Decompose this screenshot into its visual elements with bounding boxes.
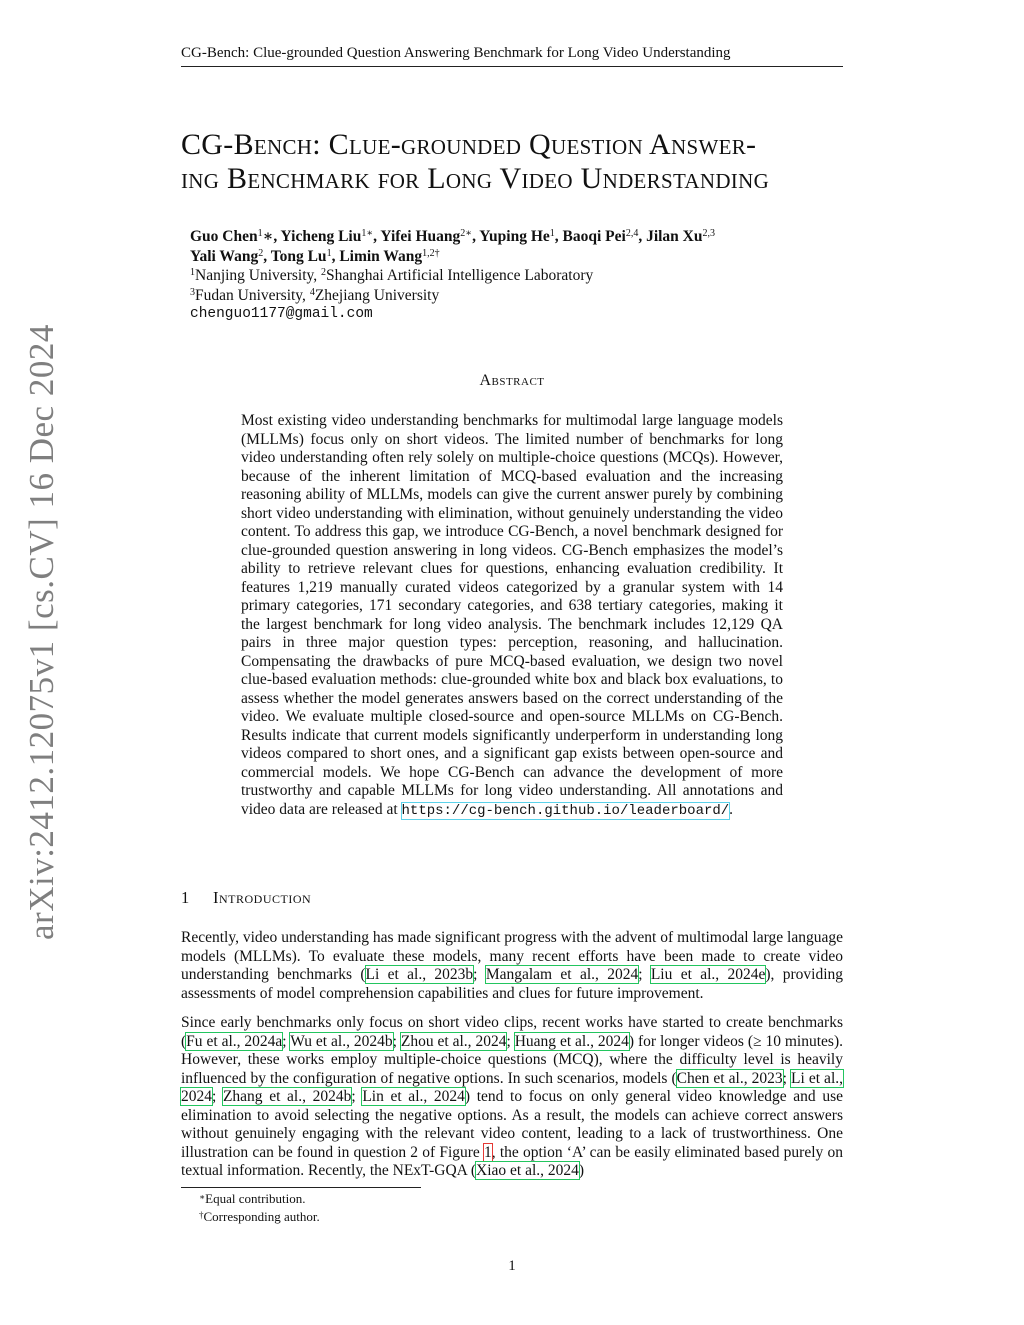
footnote-mark: ∗: [199, 1192, 206, 1202]
para-text: ;: [638, 966, 651, 983]
citation-link[interactable]: Wu et al., 2024b: [290, 1032, 393, 1050]
arxiv-identifier-stamp: arXiv:2412.12075v1 [cs.CV] 16 Dec 2024: [22, 324, 61, 940]
para-text: ), providing assessments of model comprehension capabilities and clues for future improvement.: [181, 966, 843, 1002]
title-line-2: ing Benchmark for Long Video Understanding: [181, 162, 770, 195]
author-sep: ,: [472, 228, 480, 245]
leaderboard-link[interactable]: https://cg-bench.github.io/leaderboard/: [401, 802, 730, 819]
intro-paragraph-2: [181, 1014, 843, 1181]
affiliation-sup: 2: [321, 267, 326, 278]
abstract-tail: .: [729, 800, 734, 818]
figure-reference-link[interactable]: 1: [484, 1143, 492, 1161]
citation-link[interactable]: Chen et al., 2023: [676, 1069, 783, 1087]
citation-link[interactable]: Huang et al., 2024: [514, 1032, 629, 1050]
citation-link[interactable]: Li et al., 2024: [181, 1069, 843, 1105]
author-sep: ∗,: [262, 228, 281, 245]
footnote-rule: [181, 1187, 421, 1188]
author-sep: ,: [638, 228, 647, 245]
para-text: ;: [282, 1032, 291, 1050]
author-sup: 1: [326, 247, 332, 259]
affiliation-sup: 4: [309, 286, 315, 298]
author-line-2: [190, 247, 830, 267]
author-name: Yuping He: [479, 228, 550, 245]
author-sep: ,: [554, 228, 563, 245]
citation-link[interactable]: Fu et al., 2024a: [186, 1032, 283, 1050]
affiliation-sup: 3: [190, 286, 195, 298]
author-name: Tong Lu: [270, 247, 327, 265]
author-sep: ,: [331, 247, 340, 265]
citation-link[interactable]: Zhou et al., 2024: [400, 1032, 507, 1050]
author-sup: 1: [257, 228, 263, 239]
para-text: ;: [392, 1032, 401, 1050]
affiliation-text: Fudan University,: [195, 286, 310, 304]
para-text: , the option ‘A’ can be easily eliminated based purely on textual information. Recently, the NExT-GQA (: [181, 1143, 843, 1179]
para-text: ;: [212, 1088, 223, 1105]
affiliation-text: Zhejiang University: [314, 286, 440, 304]
page-number: 1: [508, 1258, 516, 1274]
footnote-mark: †: [199, 1210, 204, 1220]
footnote-text: Equal contribution.: [205, 1191, 306, 1206]
para-text: ): [578, 1162, 585, 1179]
footnote-text: Corresponding author.: [203, 1209, 320, 1224]
author-name: Jilan Xu: [646, 228, 703, 245]
affiliation-line-2: [190, 286, 830, 306]
author-sup: 1∗: [361, 228, 374, 239]
citation-link[interactable]: Li et al., 2023b: [365, 966, 474, 983]
author-name: Guo Chen: [190, 228, 258, 245]
title-line-1: CG-Bench: Clue-grounded Question Answer-: [181, 128, 757, 161]
affiliation-sup: 1: [190, 267, 195, 278]
author-name: Yali Wang: [190, 247, 259, 265]
para-text: ) for longer videos (≥ 10 minutes). However, these works employ multiple-choice questions (MCQ), where the difficulty level is heavily influenced by the configuration of negative options. In such scenarios, models (: [181, 1032, 843, 1087]
abstract-text: Most existing video understanding benchmarks for multimodal large language models (MLLMs) focus only on short videos. The limited number of benchmarks for long video understanding often rely solely on multiple-choice questions (MCQs). However, because of the inherent limitation of MCQ-based evaluation and the increasing reasoning ability of MLLMs, models can give the current answer purely by combining short video understanding with elimination, without genuinely understanding the video content. To address this gap, we introduce CG-Bench, a novel benchmark designed for clue-grounded question answering in long videos. CG-Bench emphasizes the model’s ability to retrieve relevant clues for questions, enhancing evaluation credibility. It features 1,219 manually curated videos categorized by a granular system with 14 primary categories, 171 secondary categories, and 638 tertiary categories, making it the largest benchmark for long video analysis. The benchmark includes 12,129 QA pairs in three major question types: perception, reasoning, and hallucination. Compensating the drawbacks of pure MCQ-based evaluation, we design two novel clue-based evaluation methods: clue-grounded white box and black box evaluations, to assess whether the model generates answers based on the correct understanding of the video. We evaluate multiple closed-source and open-source MLLMs on CG-Bench. Results indicate that current models significantly underperform in understanding long videos compared to short ones, and a significant gap exists between open-source and commercial models. We hope CG-Bench can advance the development of more trustworthy and capable MLLMs for long video understanding. All annotations and video data are released at: [241, 412, 783, 818]
para-text: ;: [782, 1069, 791, 1087]
author-sup: 2: [258, 247, 264, 259]
para-text: ) tend to focus on only general video knowledge and use elimination to avoid selecting the negative options. As a result, the models can achieve correct answers without genuinely engaging with the relevant video content, leading to a lack of trustworthiness. One illustration can be found in question 2 of Figure: [181, 1088, 843, 1161]
citation-link[interactable]: Xiao et al., 2024: [476, 1162, 579, 1179]
abstract-body: [241, 412, 783, 820]
citation-link[interactable]: Zhang et al., 2024b: [222, 1088, 352, 1105]
citation-link[interactable]: Lin et al., 2024: [362, 1088, 465, 1105]
affiliation-text: Shanghai Artificial Intelligence Laboratory: [326, 267, 594, 284]
section-number: 1: [181, 888, 190, 907]
author-sup: 1,2†: [422, 247, 440, 259]
author-name: Baoqi Pei: [562, 228, 626, 245]
paper-title: [181, 128, 846, 196]
para-text: ;: [506, 1032, 515, 1050]
author-block: [190, 227, 830, 325]
author-sep: ,: [263, 247, 271, 265]
section-title: Introduction: [213, 888, 312, 907]
affiliation-text: Nanjing University,: [195, 267, 321, 284]
author-sup: 2,3: [702, 228, 715, 239]
author-sep: ,: [373, 228, 381, 245]
author-sup: 1: [549, 228, 555, 239]
affiliation-line-1: [190, 266, 830, 286]
author-line-1: [190, 227, 830, 247]
para-text: Since early benchmarks only focus on short video clips, recent works have started to create benchmarks (: [181, 1014, 843, 1050]
abstract-heading: Abstract: [479, 372, 545, 389]
section-heading-introduction: [181, 888, 311, 908]
para-text: Recently, video understanding has made significant progress with the advent of multimodal large language models (MLLMs). To evaluate these models, many recent efforts have been made to create video understanding benchmarks (: [181, 929, 843, 983]
contact-email: chenguo1177@gmail.com: [190, 306, 373, 322]
para-text: ;: [473, 966, 486, 983]
para-text: ;: [351, 1088, 363, 1105]
intro-paragraph-1: [181, 929, 843, 1003]
author-name: Limin Wang: [339, 247, 423, 265]
author-name: Yifei Huang: [380, 228, 461, 245]
footnote-equal-contribution: [199, 1191, 306, 1207]
citation-link[interactable]: Liu et al., 2024e: [650, 966, 766, 983]
author-sup: 2,4: [625, 228, 639, 239]
citation-link[interactable]: Mangalam et al., 2024: [485, 966, 639, 983]
author-name: Yicheng Liu: [280, 228, 362, 245]
footnote-corresponding-author: [199, 1209, 320, 1225]
author-sup: 2∗: [460, 228, 473, 239]
running-header: CG-Bench: Clue-grounded Question Answering Benchmark for Long Video Understanding: [181, 44, 843, 67]
